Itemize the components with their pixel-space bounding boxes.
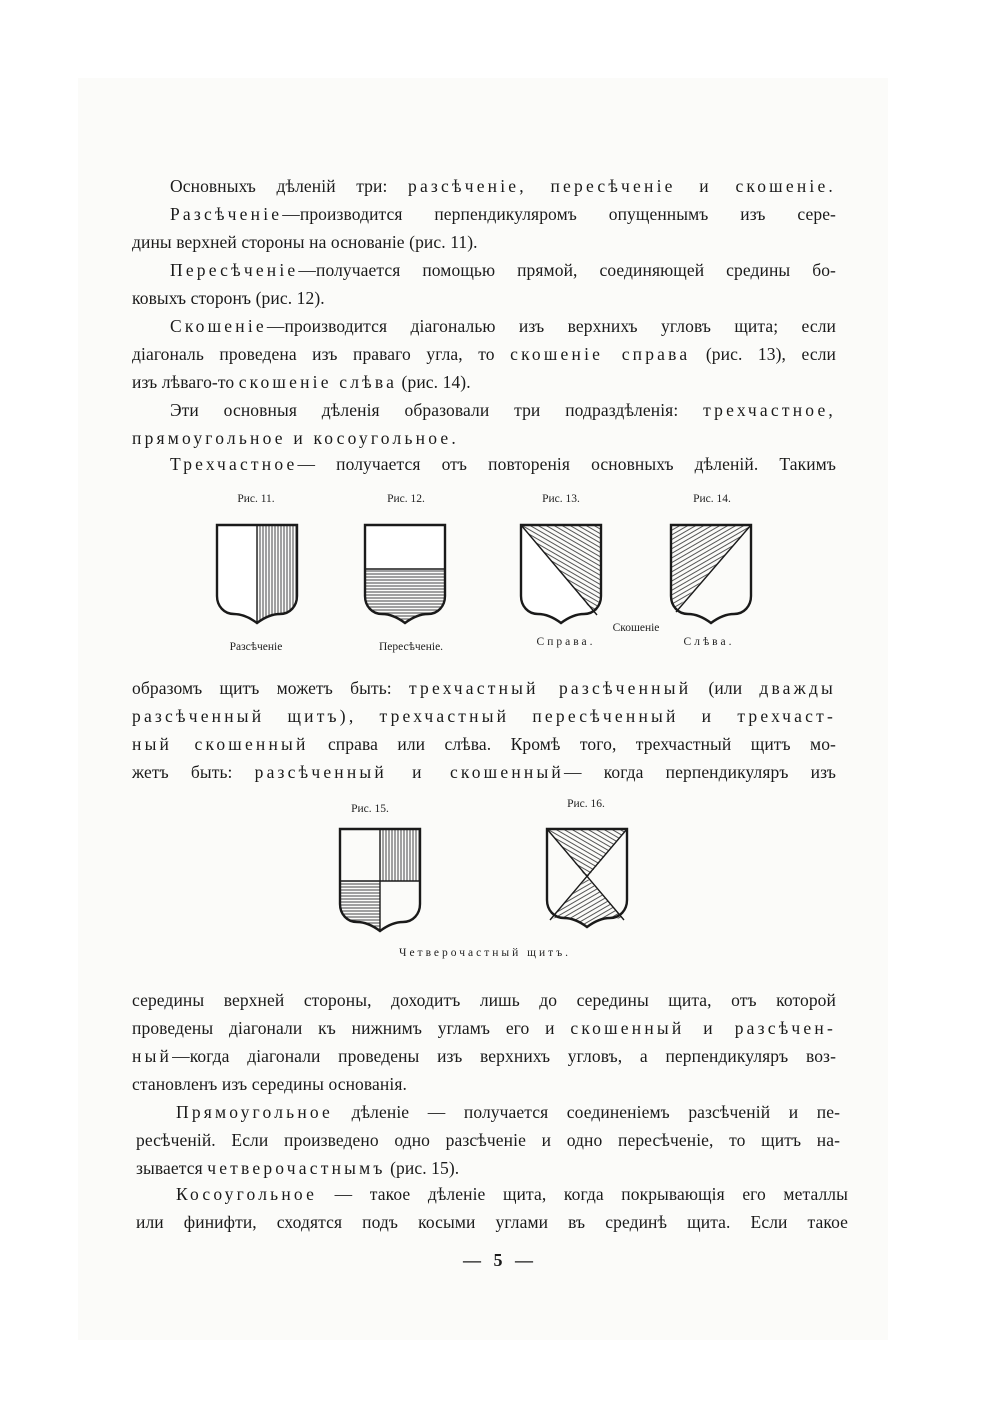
para1-line1: Основныхъ дѣленій три: разсѣченіе, пересѣченіе и скошеніе. xyxy=(170,176,836,196)
fig12-number: Рис. 12. xyxy=(387,493,425,505)
para2-line1: Разсѣченіе—производится перпендикуляромъ опущеннымъ изъ сере- xyxy=(170,204,836,224)
para4-line3: изъ лѣваго-то скошеніе слѣва (рис. 14). xyxy=(132,372,471,392)
para5-line1: Эти основныя дѣленія образовали три подраздѣленія: трехчастное, xyxy=(170,400,836,420)
fig14-caption: Слѣва. xyxy=(683,636,735,648)
para4-line2: діагональ проведена изъ праваго угла, то скошеніе справа (рис. 13), если xyxy=(132,344,836,364)
para10-line1: Косоугольное — такое дѣленіе щита, когда покрывающія его металлы xyxy=(176,1184,848,1204)
para3-line1: Пересѣченіе—получается помощью прямой, соединяющей средины бо- xyxy=(170,260,836,280)
shield-fig15-quartered xyxy=(337,826,423,934)
fig14-number: Рис. 14. xyxy=(693,493,731,505)
fig12-caption: Пересѣченіе. xyxy=(378,641,444,653)
fig13-number: Рис. 13. xyxy=(542,493,580,505)
para8-line2: проведены діагонали къ нижнимъ угламъ его и скошенный и разсѣчен- xyxy=(132,1018,836,1038)
para2-line2: дины верхней стороны на основаніе (рис. 11). xyxy=(132,232,478,252)
skoshenie-shared-caption: Скошеніе xyxy=(612,622,660,634)
shield-fig12-per-fess xyxy=(362,522,448,626)
para10-line2: или финифти, сходятся подъ косыми углами въ срединѣ щита. Если такое xyxy=(136,1212,848,1232)
shield-fig11-per-pale xyxy=(214,522,300,626)
para6-line1: Трехчастное— получается отъ повторенія основныхъ дѣленій. Такимъ xyxy=(170,454,836,474)
para8-line3: ный—когда діагонали проведены изъ верхнихъ угловъ, а перпендикуляръ воз- xyxy=(132,1046,836,1066)
para7-line2: разсѣченный щитъ), трехчастный пересѣченный и трехчаст- xyxy=(132,706,836,726)
shield-fig13-per-bend xyxy=(518,522,604,626)
fig16-number: Рис. 16. xyxy=(567,798,605,810)
shield-fig16-per-saltire xyxy=(544,826,630,930)
para3-line2: ковыхъ сторонъ (рис. 12). xyxy=(132,288,325,308)
para8-line1: середины верхней стороны, доходитъ лишь до середины щита, отъ которой xyxy=(132,990,836,1010)
fig15-16-caption: Четверочастный щитъ. xyxy=(398,947,572,959)
fig13-caption: Справа. xyxy=(536,636,596,648)
fig15-number: Рис. 15. xyxy=(351,803,389,815)
fig11-caption: Разсѣченіе xyxy=(229,641,283,653)
para7-line1: образомъ щитъ можетъ быть: трехчастный разсѣченный (или дважды xyxy=(132,678,836,698)
para7-line3: ный скошенный справа или слѣва. Кромѣ того, трехчастный щитъ мо- xyxy=(132,734,836,754)
para7-line4: жетъ быть: разсѣченный и скошенный— когда перпендикуляръ изъ xyxy=(132,762,836,782)
para5-line2: прямоугольное и косоугольное. xyxy=(132,428,459,448)
para9-line2: ресѣченій. Если произведено одно разсѣченіе и одно пересѣченіе, то щитъ на- xyxy=(136,1130,840,1150)
fig11-number: Рис. 11. xyxy=(237,493,275,505)
para8-line4: становленъ изъ середины основанія. xyxy=(132,1074,407,1094)
para9-line3: зывается четверочастнымъ (рис. 15). xyxy=(136,1158,460,1178)
para9-line1: Прямоугольное дѣленіе — получается соединеніемъ разсѣченій и пе- xyxy=(176,1102,840,1122)
para4-line1: Скошеніе—производится діагональю изъ верхнихъ угловъ щита; если xyxy=(170,316,836,336)
shield-fig14-per-bend-sinister xyxy=(668,522,754,626)
page-number: — 5 — xyxy=(463,1250,537,1270)
